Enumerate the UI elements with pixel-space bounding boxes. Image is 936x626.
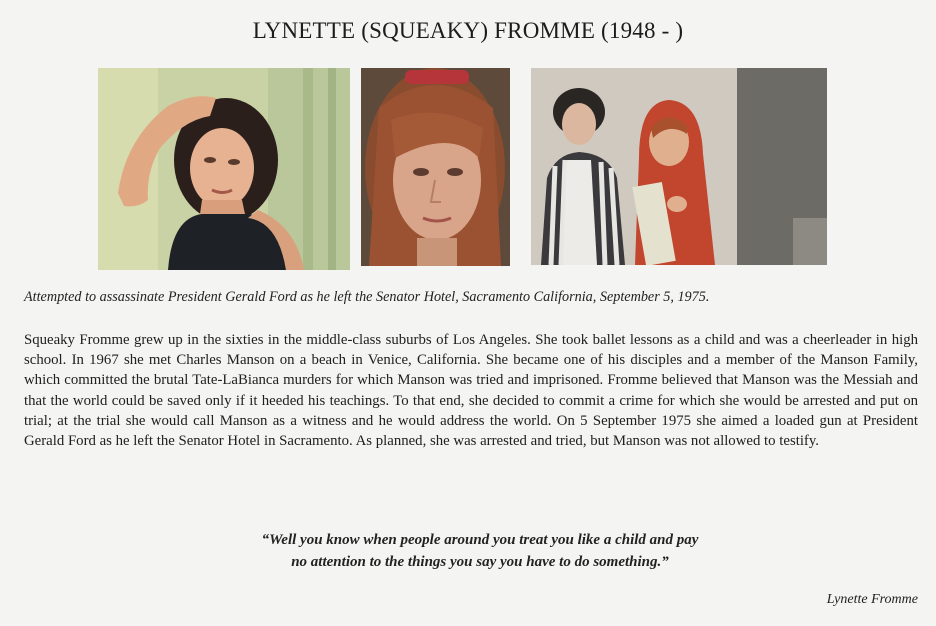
biography-paragraph: Squeaky Fromme grew up in the sixties in the middle-class suburbs of Los Angeles. She took ballet lessons as a child and was a cheerleader in high school. In 1967 she met Charles Manson on a beach in Venice, California. She became one of his disciples and a member of the Manson Family, which committed the brutal Tate-LaBianca murders for which Manson was tried and imprisoned. Fromme believed that Manson was the Messiah and that the world could be saved only if it heeded his teachings. To that end, she decided to commit a crime for which she would be arrested and put on trial; at the trial she would call Manson as a witness and he would address the world. On 5 September 1975 she aimed a loaded gun at President Gerald Ford as he left the Senator Hotel in Sacramento. As planned, she was arrested and tried, but Manson was not allowed to testify. (24, 332, 918, 450)
quote-line-1: “Well you know when people around you treat you like a child and pay (261, 532, 699, 548)
quote (180, 529, 780, 573)
photo-two-women-walking-image (531, 68, 827, 265)
photo-two-women-walking (531, 68, 827, 265)
portrait-photo-closeup (361, 68, 510, 266)
quote-attribution: Lynette Fromme (826, 592, 918, 607)
portrait-photo-arm-raised (98, 68, 350, 270)
photo-caption: Attempted to assassinate President Gerald Ford as he left the Senator Hotel, Sacramento California, September 5, 1975. (24, 289, 710, 305)
portrait-photo-arm-raised-image (98, 68, 350, 270)
page-title: LYNETTE (SQUEAKY) FROMME (1948 - ) (252, 18, 684, 43)
portrait-photo-closeup-image (361, 68, 510, 266)
quote-line-2: no attention to the things you say you have to do something.” (291, 554, 669, 570)
